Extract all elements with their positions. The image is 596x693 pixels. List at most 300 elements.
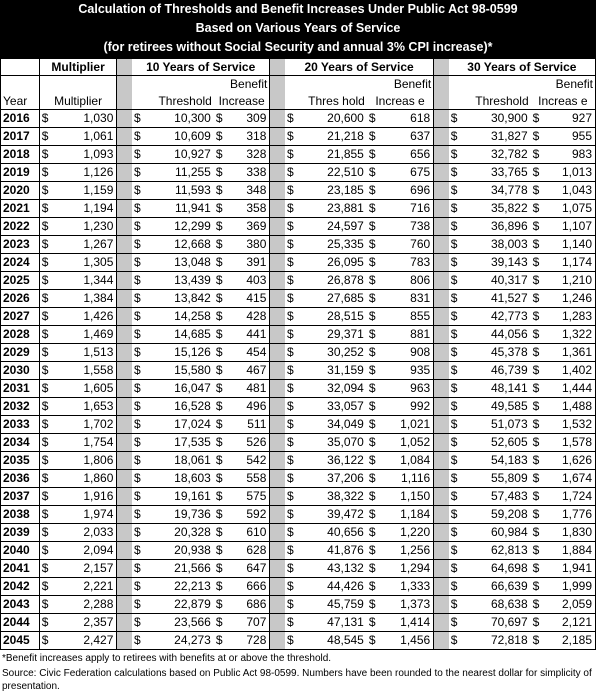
currency-symbol: $: [367, 362, 382, 380]
threshold-10-cell: 21,566: [147, 560, 214, 578]
threshold-10-cell: 11,593: [147, 182, 214, 200]
separator: [117, 182, 132, 200]
currency-symbol: $: [531, 488, 546, 506]
currency-symbol: $: [531, 542, 546, 560]
threshold-10-cell: 13,842: [147, 290, 214, 308]
currency-symbol: $: [132, 290, 147, 308]
benefit-header-10: Benefit: [214, 76, 270, 94]
currency-symbol: $: [214, 272, 229, 290]
threshold-30-cell: 45,378: [464, 344, 531, 362]
increase-20-cell: 935: [382, 362, 434, 380]
separator: [434, 452, 449, 470]
multiplier-cell: 1,653: [52, 398, 117, 416]
separator: [270, 326, 285, 344]
increase-20-cell: 738: [382, 218, 434, 236]
multiplier-cell: 2,427: [52, 632, 117, 650]
currency-symbol: $: [132, 542, 147, 560]
table-row: [1, 290, 596, 308]
currency-symbol: $: [39, 632, 52, 650]
currency-symbol: $: [367, 542, 382, 560]
multiplier-cell: 1,267: [52, 236, 117, 254]
increase-10-cell: 391: [229, 254, 270, 272]
table-row: [1, 542, 596, 560]
threshold-30-cell: 51,073: [464, 416, 531, 434]
year-cell: 2042: [1, 578, 40, 596]
currency-symbol: $: [449, 578, 464, 596]
currency-symbol: $: [132, 614, 147, 632]
currency-symbol: $: [449, 182, 464, 200]
currency-symbol: $: [132, 344, 147, 362]
separator: [434, 218, 449, 236]
threshold-20-cell: 26,095: [300, 254, 367, 272]
currency-symbol: $: [285, 200, 300, 218]
separator: [434, 59, 449, 76]
threshold-30-cell: 31,827: [464, 128, 531, 146]
threshold-10-cell: 17,535: [147, 434, 214, 452]
currency-symbol: $: [214, 380, 229, 398]
currency-symbol: $: [449, 632, 464, 650]
currency-symbol: $: [285, 236, 300, 254]
currency-symbol: $: [132, 254, 147, 272]
currency-symbol: $: [449, 164, 464, 182]
currency-symbol: $: [214, 218, 229, 236]
year-cell: 2022: [1, 218, 40, 236]
table-row: [1, 128, 596, 146]
multiplier-cell: 1,513: [52, 344, 117, 362]
currency-symbol: $: [214, 596, 229, 614]
currency-symbol: $: [367, 614, 382, 632]
currency-symbol: $: [285, 182, 300, 200]
separator: [117, 236, 132, 254]
table-row: [1, 470, 596, 488]
currency-symbol: $: [214, 362, 229, 380]
separator: [117, 416, 132, 434]
increase-20-cell: 1,414: [382, 614, 434, 632]
threshold-20-cell: 21,855: [300, 146, 367, 164]
separator: [117, 470, 132, 488]
table-row: [1, 524, 596, 542]
threshold-30-cell: 49,585: [464, 398, 531, 416]
threshold-10-cell: 15,126: [147, 344, 214, 362]
separator: [434, 254, 449, 272]
separator: [117, 434, 132, 452]
table-row: [1, 578, 596, 596]
separator: [270, 272, 285, 290]
currency-symbol: $: [367, 452, 382, 470]
separator: [270, 236, 285, 254]
threshold-20-cell: 31,159: [300, 362, 367, 380]
increase-30-cell: 1,140: [546, 236, 596, 254]
threshold-20-cell: 25,335: [300, 236, 367, 254]
year-cell: 2038: [1, 506, 40, 524]
currency-symbol: $: [132, 380, 147, 398]
increase-20-cell: 1,021: [382, 416, 434, 434]
year-cell: 2020: [1, 182, 40, 200]
currency-symbol: $: [214, 254, 229, 272]
table-row: [1, 416, 596, 434]
year-cell: 2023: [1, 236, 40, 254]
table-row: [1, 200, 596, 218]
currency-symbol: $: [531, 254, 546, 272]
multiplier-cell: 1,126: [52, 164, 117, 182]
currency-symbol: $: [132, 272, 147, 290]
currency-symbol: $: [39, 110, 52, 128]
currency-symbol: $: [285, 560, 300, 578]
currency-symbol: $: [367, 344, 382, 362]
currency-symbol: $: [367, 146, 382, 164]
currency-symbol: $: [367, 272, 382, 290]
threshold-30-cell: 30,900: [464, 110, 531, 128]
currency-symbol: $: [214, 128, 229, 146]
threshold-30-cell: 38,003: [464, 236, 531, 254]
currency-symbol: $: [214, 182, 229, 200]
threshold-20-cell: 40,656: [300, 524, 367, 542]
increase-20-cell: 1,150: [382, 488, 434, 506]
table-row: [1, 560, 596, 578]
currency-symbol: $: [39, 560, 52, 578]
currency-symbol: $: [39, 362, 52, 380]
increase-10-cell: 328: [229, 146, 270, 164]
increase-20-cell: 908: [382, 344, 434, 362]
currency-symbol: $: [367, 470, 382, 488]
increase-20-cell: 760: [382, 236, 434, 254]
threshold-20-cell: 23,881: [300, 200, 367, 218]
separator: [117, 488, 132, 506]
threshold-10-cell: 14,685: [147, 326, 214, 344]
separator: [117, 326, 132, 344]
multiplier-cell: 1,558: [52, 362, 117, 380]
currency-symbol: $: [39, 164, 52, 182]
currency-symbol: $: [531, 398, 546, 416]
multiplier-cell: 1,916: [52, 488, 117, 506]
currency-symbol: $: [132, 452, 147, 470]
threshold-10-cell: 16,047: [147, 380, 214, 398]
separator: [270, 524, 285, 542]
multiplier-cell: 1,754: [52, 434, 117, 452]
currency-symbol: $: [39, 416, 52, 434]
table-row: [1, 344, 596, 362]
threshold-30-cell: 54,183: [464, 452, 531, 470]
increase-20-cell: 806: [382, 272, 434, 290]
threshold-10-cell: 10,927: [147, 146, 214, 164]
separator: [117, 380, 132, 398]
increase-20-cell: 1,333: [382, 578, 434, 596]
increase-30-cell: 1,107: [546, 218, 596, 236]
separator: [434, 344, 449, 362]
separator: [270, 506, 285, 524]
currency-symbol: $: [285, 308, 300, 326]
currency-symbol: $: [531, 344, 546, 362]
increase-30-cell: 1,999: [546, 578, 596, 596]
multiplier-cell: 1,426: [52, 308, 117, 326]
currency-symbol: $: [531, 524, 546, 542]
title-line-2: Based on Various Years of Service: [195, 21, 401, 35]
multiplier-cell: 2,288: [52, 596, 117, 614]
currency-symbol: $: [367, 560, 382, 578]
threshold-20-cell: 48,545: [300, 632, 367, 650]
threshold-header-10: Threshold: [158, 94, 212, 108]
currency-symbol: $: [449, 398, 464, 416]
currency-symbol: $: [214, 560, 229, 578]
separator: [434, 578, 449, 596]
increase-30-cell: 1,488: [546, 398, 596, 416]
separator: [434, 146, 449, 164]
threshold-20-cell: 28,515: [300, 308, 367, 326]
threshold-30-cell: 46,739: [464, 362, 531, 380]
currency-symbol: $: [531, 470, 546, 488]
increase-30-cell: 1,283: [546, 308, 596, 326]
increase-10-cell: 454: [229, 344, 270, 362]
multiplier-cell: 1,159: [52, 182, 117, 200]
group-header-10: 10 Years of Service: [132, 59, 270, 76]
benefit-header-30: Benefit: [531, 76, 596, 94]
currency-symbol: $: [285, 596, 300, 614]
separator: [434, 308, 449, 326]
currency-symbol: $: [285, 632, 300, 650]
table-row: [1, 272, 596, 290]
currency-symbol: $: [449, 308, 464, 326]
currency-symbol: $: [214, 308, 229, 326]
currency-symbol: $: [449, 596, 464, 614]
threshold-30-cell: 35,822: [464, 200, 531, 218]
separator: [117, 272, 132, 290]
year-cell: 2029: [1, 344, 40, 362]
threshold-20-cell: 45,759: [300, 596, 367, 614]
separator: [117, 614, 132, 632]
currency-symbol: $: [449, 218, 464, 236]
separator: [270, 308, 285, 326]
currency-symbol: $: [449, 560, 464, 578]
separator: [434, 128, 449, 146]
currency-symbol: $: [531, 272, 546, 290]
separator: [117, 344, 132, 362]
currency-symbol: $: [214, 146, 229, 164]
currency-symbol: $: [367, 524, 382, 542]
increase-30-cell: 1,043: [546, 182, 596, 200]
year-cell: 2031: [1, 380, 40, 398]
year-cell: 2026: [1, 290, 40, 308]
currency-symbol: $: [39, 578, 52, 596]
year-cell: 2039: [1, 524, 40, 542]
year-cell: 2028: [1, 326, 40, 344]
threshold-10-cell: 12,299: [147, 218, 214, 236]
currency-symbol: $: [285, 524, 300, 542]
year-cell: 2040: [1, 542, 40, 560]
separator: [434, 200, 449, 218]
currency-symbol: $: [449, 272, 464, 290]
currency-symbol: $: [39, 542, 52, 560]
currency-symbol: $: [531, 596, 546, 614]
increase-30-cell: 1,013: [546, 164, 596, 182]
separator: [270, 578, 285, 596]
separator: [270, 290, 285, 308]
currency-symbol: $: [531, 614, 546, 632]
currency-symbol: $: [132, 632, 147, 650]
threshold-20-cell: 44,426: [300, 578, 367, 596]
increase-10-cell: 575: [229, 488, 270, 506]
currency-symbol: $: [531, 218, 546, 236]
currency-symbol: $: [367, 416, 382, 434]
currency-symbol: $: [285, 398, 300, 416]
multiplier-cell: 2,033: [52, 524, 117, 542]
increase-10-cell: 380: [229, 236, 270, 254]
increase-20-cell: 696: [382, 182, 434, 200]
separator: [270, 59, 285, 76]
increase-20-cell: 1,084: [382, 452, 434, 470]
currency-symbol: $: [214, 506, 229, 524]
increase-30-cell: 955: [546, 128, 596, 146]
currency-symbol: $: [531, 416, 546, 434]
currency-symbol: $: [285, 470, 300, 488]
currency-symbol: $: [285, 290, 300, 308]
currency-symbol: $: [285, 488, 300, 506]
separator: [117, 290, 132, 308]
currency-symbol: $: [531, 128, 546, 146]
separator: [270, 128, 285, 146]
table-row: [1, 164, 596, 182]
increase-30-cell: 1,444: [546, 380, 596, 398]
table-row: [1, 254, 596, 272]
currency-symbol: $: [39, 272, 52, 290]
increase-20-cell: 1,256: [382, 542, 434, 560]
increase-30-cell: 1,626: [546, 452, 596, 470]
currency-symbol: $: [531, 290, 546, 308]
table-row: [1, 398, 596, 416]
increase-30-cell: 1,941: [546, 560, 596, 578]
year-group-blank: [1, 59, 40, 76]
increase-10-cell: 369: [229, 218, 270, 236]
currency-symbol: $: [39, 200, 52, 218]
threshold-table: [0, 58, 596, 650]
table-row: [1, 308, 596, 326]
multiplier-cell: 1,093: [52, 146, 117, 164]
separator: [270, 434, 285, 452]
currency-symbol: $: [449, 506, 464, 524]
increase-10-cell: 318: [229, 128, 270, 146]
currency-symbol: $: [39, 434, 52, 452]
currency-symbol: $: [39, 344, 52, 362]
separator: [270, 380, 285, 398]
increase-10-cell: 415: [229, 290, 270, 308]
increase-30-cell: 1,724: [546, 488, 596, 506]
currency-symbol: $: [367, 398, 382, 416]
currency-symbol: $: [132, 524, 147, 542]
separator: [117, 308, 132, 326]
threshold-20-cell: 41,876: [300, 542, 367, 560]
currency-symbol: $: [39, 470, 52, 488]
table-row: [1, 506, 596, 524]
separator: [270, 344, 285, 362]
increase-30-cell: 983: [546, 146, 596, 164]
benefit-header-20: Benefit: [367, 76, 434, 94]
separator: [117, 59, 132, 76]
separator: [434, 416, 449, 434]
separator: [270, 470, 285, 488]
currency-symbol: $: [39, 236, 52, 254]
increase-header-20: Increas e: [367, 93, 434, 110]
threshold-10-cell: 18,603: [147, 470, 214, 488]
currency-symbol: $: [132, 182, 147, 200]
currency-symbol: $: [214, 236, 229, 254]
separator: [270, 416, 285, 434]
year-cell: 2021: [1, 200, 40, 218]
currency-symbol: $: [39, 452, 52, 470]
increase-10-cell: 666: [229, 578, 270, 596]
currency-symbol: $: [367, 326, 382, 344]
separator: [434, 434, 449, 452]
increase-20-cell: 618: [382, 110, 434, 128]
increase-30-cell: 1,075: [546, 200, 596, 218]
multiplier-cell: 1,384: [52, 290, 117, 308]
separator: [117, 362, 132, 380]
currency-symbol: $: [214, 164, 229, 182]
increase-30-cell: 1,402: [546, 362, 596, 380]
currency-symbol: $: [531, 182, 546, 200]
threshold-10-cell: 19,161: [147, 488, 214, 506]
separator: [434, 506, 449, 524]
year-cell: 2030: [1, 362, 40, 380]
currency-symbol: $: [367, 254, 382, 272]
separator: [434, 560, 449, 578]
multiplier-cell: 1,860: [52, 470, 117, 488]
year-header: Year: [1, 93, 40, 110]
separator: [270, 362, 285, 380]
currency-symbol: $: [214, 434, 229, 452]
currency-symbol: $: [132, 326, 147, 344]
threshold-30-cell: 44,056: [464, 326, 531, 344]
currency-symbol: $: [132, 110, 147, 128]
separator: [117, 146, 132, 164]
increase-10-cell: 542: [229, 452, 270, 470]
currency-symbol: $: [132, 578, 147, 596]
increase-20-cell: 881: [382, 326, 434, 344]
increase-30-cell: 1,210: [546, 272, 596, 290]
increase-20-cell: 855: [382, 308, 434, 326]
year-cell: 2016: [1, 110, 40, 128]
increase-30-cell: 2,121: [546, 614, 596, 632]
currency-symbol: $: [367, 506, 382, 524]
currency-symbol: $: [367, 128, 382, 146]
currency-symbol: $: [285, 578, 300, 596]
table-row: [1, 614, 596, 632]
currency-symbol: $: [449, 146, 464, 164]
currency-symbol: $: [214, 344, 229, 362]
year-cell: 2018: [1, 146, 40, 164]
year-cell: 2036: [1, 470, 40, 488]
currency-symbol: $: [132, 146, 147, 164]
currency-symbol: $: [449, 362, 464, 380]
group-header-30: 30 Years of Service: [449, 59, 596, 76]
currency-symbol: $: [214, 542, 229, 560]
currency-symbol: $: [39, 524, 52, 542]
currency-symbol: $: [531, 146, 546, 164]
currency-symbol: $: [39, 614, 52, 632]
currency-symbol: $: [132, 560, 147, 578]
separator: [117, 110, 132, 128]
threshold-30-cell: 62,813: [464, 542, 531, 560]
separator: [117, 398, 132, 416]
year-cell: 2024: [1, 254, 40, 272]
threshold-10-cell: 11,941: [147, 200, 214, 218]
currency-symbol: $: [531, 506, 546, 524]
currency-symbol: $: [214, 488, 229, 506]
currency-symbol: $: [285, 452, 300, 470]
increase-20-cell: 716: [382, 200, 434, 218]
currency-symbol: $: [531, 380, 546, 398]
threshold-20-cell: 21,218: [300, 128, 367, 146]
currency-symbol: $: [367, 218, 382, 236]
currency-symbol: $: [367, 434, 382, 452]
